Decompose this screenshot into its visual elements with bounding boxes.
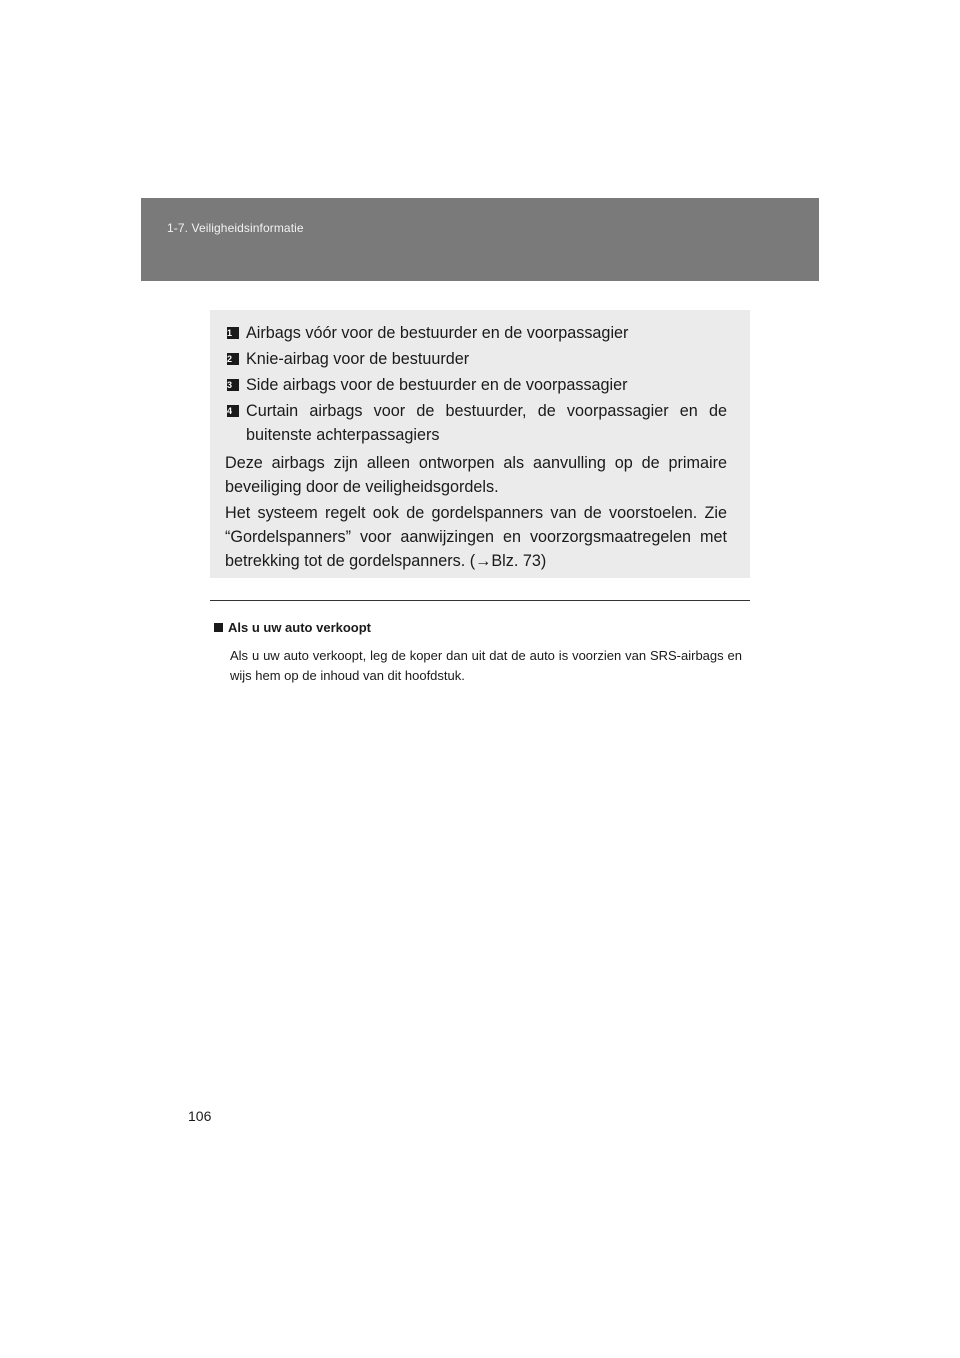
list-item-4 — [225, 399, 727, 447]
list-item-text: Knie-airbag voor de bestuurder — [246, 350, 470, 368]
list-item-text: Curtain airbags voor de bestuurder, de voorpassagier en de buitenste achterpassagiers — [246, 402, 727, 444]
number-badge-icon: 2 — [227, 353, 239, 365]
box-paragraph-1: Deze airbags zijn alleen ontworpen als aanvulling op de primaire beveiliging door de veiligheidsgordels. — [225, 454, 727, 496]
note-body: Als u uw auto verkoopt, leg de koper dan uit dat de auto is voorzien van SRS-airbags en wijs hem op de inhoud van dit hoofdstuk. — [230, 648, 742, 683]
number-badge-icon: 4 — [227, 405, 239, 417]
section-divider — [210, 600, 750, 601]
page-number: 106 — [188, 1108, 212, 1124]
airbag-info-box — [210, 310, 750, 578]
box-paragraph-2: Het systeem regelt ook de gordelspanners van de voorstoelen. Zie “Gordelspanners” voor aanwijzingen en voorzorgsmaatregelen met betrekking tot de gordelspanners. (→Blz. 73) — [225, 504, 727, 570]
list-item-text: Side airbags voor de bestuurder en de voorpassagier — [246, 376, 628, 394]
note-heading — [214, 620, 371, 635]
list-item-3 — [225, 373, 727, 397]
note-heading-text: Als u uw auto verkoopt — [228, 620, 372, 635]
number-badge-icon: 1 — [227, 327, 239, 339]
list-item-2 — [225, 347, 727, 371]
black-square-icon — [214, 623, 223, 632]
number-badge-icon: 3 — [227, 379, 239, 391]
section-label: 1-7. Veiligheidsinformatie — [167, 221, 304, 235]
list-item-text: Airbags vóór voor de bestuurder en de voorpassagier — [246, 324, 629, 342]
list-item-1 — [225, 321, 727, 345]
section-header-band — [141, 198, 819, 281]
